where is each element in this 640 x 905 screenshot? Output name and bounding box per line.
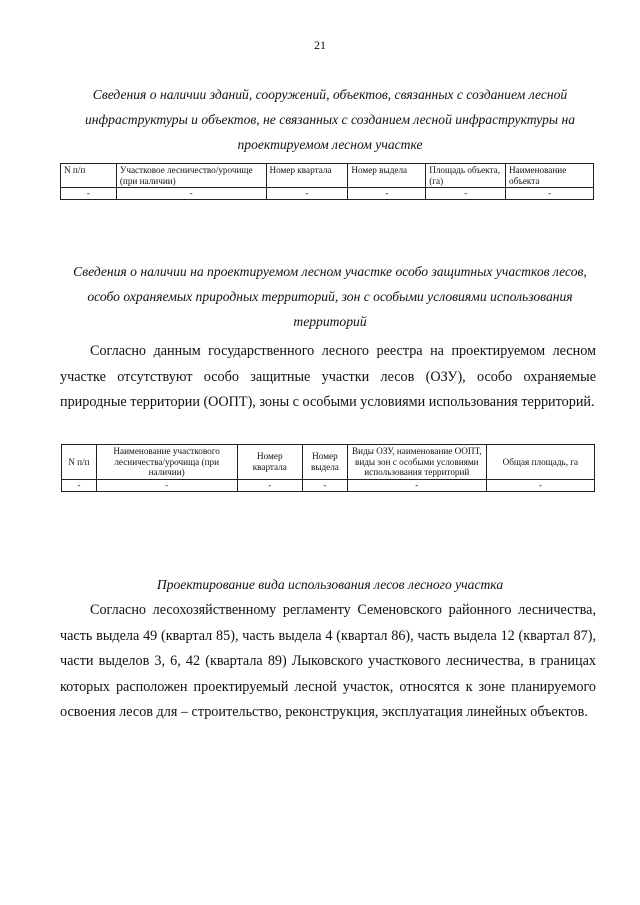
table-header-row [62,445,595,480]
header-cell: Номер квартала [237,445,302,480]
table-cell: - [61,188,117,200]
table-cell: - [347,479,486,491]
table-cell: - [486,479,594,491]
section2-paragraph [60,339,596,416]
header-cell: Площадь объекта, (га) [426,164,506,188]
header-cell: Наименование участкового лесничества/урочища (при наличии) [96,445,237,480]
section3-title: Проектирование вида использования лесов лесного участка [156,577,504,592]
table-row [61,188,594,200]
header-cell: Виды ОЗУ, наименование ООПТ, виды зон с особыми условиями использования территорий [347,445,486,480]
table-row [62,479,595,491]
header-cell: N п/п [61,164,117,188]
table-cell: - [348,188,426,200]
table-cell: - [506,188,594,200]
table-cell: - [302,479,347,491]
table-header-row [61,164,594,188]
section1-title: Сведения о наличии зданий, сооружений, объектов, связанных с созданием лесной инфраструктуры и объектов, не связанных с созданием лесной инфраструктуры на проектируемом лесном участке [84,87,576,152]
header-cell: Номер выдела [302,445,347,480]
table-cell: - [116,188,266,200]
page-number: 21 [314,38,326,52]
table-cell: - [237,479,302,491]
table-cell: - [266,188,348,200]
header-cell: Номер выдела [348,164,426,188]
table-cell: - [96,479,237,491]
header-cell: N п/п [62,445,97,480]
table-cell: - [426,188,506,200]
header-cell: Номер квартала [266,164,348,188]
section2-paragraph-text: Согласно данным государственного лесного реестра на проектируемом лесном участке отсутствуют особо защитные участки лесов (ОЗУ), особо охраняемые природные территории (ООПТ), зоны с особыми условиями использования территорий. [60,343,596,410]
header-cell: Участковое лесничество/урочище (при наличии) [116,164,266,188]
section2-title: Сведения о наличии на проектируемом лесном участке особо защитных участков лесов, особо охраняемых природных территорий, зон с особыми условиями использования территорий [73,264,587,329]
section3-paragraph [60,598,596,726]
header-cell: Наименование объекта [506,164,594,188]
section3-paragraph-text: Согласно лесохозяйственному регламенту Семеновского районного лесничества, часть выдела 49 (квартал 85), часть выдела 4 (квартал 86), часть выдела 12 (квартал 87), части выделов 3, 6, 42 (квартала 89) Лыковского участкового лесничества, в границах которых расположен проектируемый лесной участок, относятся к зоне планируемого освоения лесов для – строительство, реконструкция, эксплуатация линейных объектов. [60,602,596,720]
header-cell: Общая площадь, га [486,445,594,480]
table-cell: - [62,479,97,491]
buildings-table [60,163,594,200]
protected-areas-table [61,444,595,492]
